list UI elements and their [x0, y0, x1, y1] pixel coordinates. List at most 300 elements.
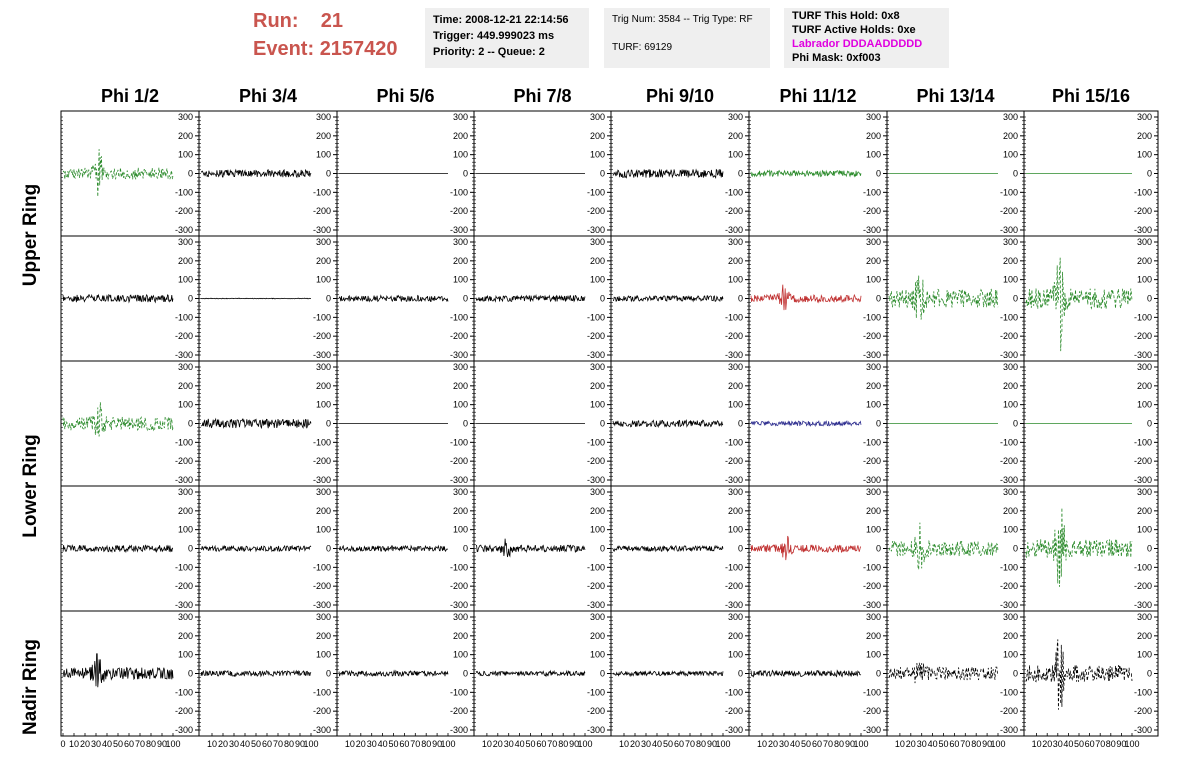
x-tick-label: 30: [1052, 739, 1063, 749]
x-tick-label: 60: [261, 739, 273, 749]
panel-r4-c3: [337, 486, 474, 611]
x-tick-label: 20: [355, 739, 366, 749]
x-tick-label: 0: [60, 739, 66, 749]
y-tick-label: 100: [589, 524, 605, 535]
x-tick-label: 10: [894, 739, 905, 749]
y-tick-label: 0: [187, 418, 193, 429]
y-tick-label: 100: [727, 274, 743, 285]
panel-r5-c8: [1024, 611, 1158, 736]
ring-label-upper: Upper Ring: [20, 183, 41, 287]
y-tick-label: -200: [862, 706, 881, 717]
y-tick-label: -100: [724, 437, 743, 448]
y-tick-label: 200: [177, 255, 193, 266]
panel-r4-c6: [749, 486, 887, 611]
y-tick-label: -300: [1133, 350, 1152, 360]
y-tick-label: 300: [452, 112, 468, 122]
y-tick-label: 100: [177, 149, 193, 160]
panel-frame: [474, 236, 611, 361]
y-tick-label: -200: [586, 706, 605, 717]
y-tick-label: 0: [1012, 543, 1018, 554]
y-tick-label: -300: [174, 600, 193, 610]
x-tick-label: 10: [68, 739, 80, 749]
y-tick-label: -300: [586, 600, 605, 610]
y-tick-label: 100: [452, 274, 468, 285]
run-label: Run:: [253, 10, 299, 32]
y-tick-label: 300: [1136, 112, 1152, 122]
x-tick-label: 90: [844, 739, 856, 749]
y-tick-label: -200: [174, 706, 193, 717]
x-tick-label: 100: [303, 739, 319, 749]
y-tick-label: 300: [315, 237, 331, 247]
x-tick-label: 100: [1124, 739, 1140, 749]
y-tick-label: -100: [724, 187, 743, 198]
y-tick-label: 100: [727, 399, 743, 410]
y-tick-label: -200: [862, 581, 881, 592]
y-tick-label: -100: [724, 312, 743, 323]
panel-r3-c2: [199, 361, 337, 486]
y-tick-label: -300: [1133, 225, 1152, 235]
y-tick-label: -100: [999, 187, 1018, 198]
y-tick-label: 0: [462, 293, 468, 304]
y-tick-label: -300: [312, 475, 331, 485]
y-tick-label: 0: [325, 418, 331, 429]
x-tick-label: 50: [662, 739, 674, 749]
y-tick-label: 200: [452, 505, 468, 516]
y-tick-label: 200: [865, 505, 881, 516]
y-tick-label: 0: [599, 168, 605, 179]
phi-header-2: Phi 3/4: [238, 86, 298, 106]
panel-r2-c4: [474, 236, 611, 361]
y-tick-label: -300: [999, 350, 1018, 360]
x-tick-label: 10: [344, 739, 355, 749]
y-tick-label: 300: [865, 487, 881, 497]
y-tick-label: 100: [1136, 524, 1152, 535]
panel-r2-c3: [337, 236, 474, 361]
y-tick-label: -300: [586, 225, 605, 235]
y-tick-label: 200: [865, 630, 881, 641]
y-tick-label: 200: [452, 130, 468, 141]
x-tick-label: 80: [145, 739, 157, 749]
y-tick-label: 300: [177, 237, 193, 247]
y-tick-label: 0: [1012, 418, 1018, 429]
x-tick-label: 70: [822, 739, 834, 749]
x-tick-label: 50: [800, 739, 812, 749]
y-tick-label: -200: [312, 206, 331, 217]
x-tick-label: 90: [294, 739, 306, 749]
y-tick-label: -300: [999, 600, 1018, 610]
y-tick-label: 300: [1002, 362, 1018, 372]
y-tick-label: 300: [589, 112, 605, 122]
y-tick-label: -200: [586, 331, 605, 342]
y-tick-label: 100: [177, 649, 193, 660]
y-tick-label: 200: [177, 130, 193, 141]
trig-num-text: Trig Num: 3584 -- Trig Type: RF: [612, 14, 753, 25]
x-tick-label: 40: [377, 739, 388, 749]
y-tick-label: -200: [312, 706, 331, 717]
x-tick-label: 90: [569, 739, 580, 749]
x-tick-label: 40: [239, 739, 251, 749]
x-tick-label: 70: [410, 739, 421, 749]
panel-r1-c3: [337, 111, 474, 236]
y-tick-label: 100: [1002, 274, 1018, 285]
y-tick-label: 0: [599, 668, 605, 679]
y-tick-label: -200: [174, 456, 193, 467]
y-tick-label: 300: [177, 487, 193, 497]
y-tick-label: -300: [724, 600, 743, 610]
y-tick-label: 300: [1136, 362, 1152, 372]
y-tick-label: -200: [999, 331, 1018, 342]
y-tick-label: -100: [862, 437, 881, 448]
y-tick-label: 200: [1002, 130, 1018, 141]
y-tick-label: 0: [737, 543, 743, 554]
phi-header-4: Phi 7/8: [513, 86, 572, 106]
y-tick-label: 0: [325, 668, 331, 679]
y-tick-label: -200: [312, 456, 331, 467]
y-tick-label: -200: [174, 581, 193, 592]
y-tick-label: -200: [1133, 206, 1152, 217]
panel-r1-c2: [199, 111, 337, 236]
x-tick-label: 90: [432, 739, 443, 749]
y-tick-label: 200: [315, 255, 331, 266]
y-tick-label: 300: [589, 612, 605, 622]
y-tick-label: 100: [315, 399, 331, 410]
y-tick-label: 100: [865, 524, 881, 535]
panel-r2-c8: [1024, 236, 1158, 361]
y-tick-label: 300: [589, 362, 605, 372]
y-tick-label: -100: [174, 187, 193, 198]
y-tick-label: -100: [449, 312, 468, 323]
y-tick-label: -100: [586, 437, 605, 448]
y-tick-label: 100: [315, 274, 331, 285]
y-tick-label: 0: [599, 293, 605, 304]
x-tick-label: 40: [789, 739, 801, 749]
y-tick-label: -300: [449, 225, 468, 235]
panel-frame: [199, 486, 337, 611]
y-tick-label: 100: [1136, 399, 1152, 410]
y-tick-label: 200: [589, 130, 605, 141]
y-tick-label: 0: [599, 418, 605, 429]
y-tick-label: 0: [1146, 293, 1152, 304]
y-tick-label: 0: [599, 543, 605, 554]
y-tick-label: -200: [999, 206, 1018, 217]
panel-r3-c3: [337, 361, 474, 486]
y-tick-label: -100: [449, 437, 468, 448]
y-tick-label: 300: [589, 237, 605, 247]
y-tick-label: -300: [449, 600, 468, 610]
y-tick-label: 300: [1136, 237, 1152, 247]
y-tick-label: -200: [724, 581, 743, 592]
y-tick-label: -100: [174, 562, 193, 573]
x-tick-label: 90: [156, 739, 168, 749]
x-tick-label: 70: [272, 739, 284, 749]
y-tick-label: 0: [737, 668, 743, 679]
y-tick-label: 300: [315, 612, 331, 622]
y-tick-label: -100: [999, 437, 1018, 448]
y-tick-label: -300: [449, 475, 468, 485]
y-tick-label: -100: [312, 187, 331, 198]
x-tick-label: 30: [640, 739, 652, 749]
y-tick-label: -300: [862, 725, 881, 735]
y-tick-label: -100: [862, 562, 881, 573]
event-label: Event:: [253, 38, 315, 60]
y-tick-label: 100: [1136, 649, 1152, 660]
y-tick-label: -100: [449, 687, 468, 698]
y-tick-label: -100: [999, 562, 1018, 573]
x-tick-label: 40: [514, 739, 525, 749]
x-tick-label: 10: [481, 739, 492, 749]
y-tick-label: 100: [1002, 149, 1018, 160]
y-tick-label: -100: [586, 687, 605, 698]
x-tick-label: 10: [206, 739, 218, 749]
event-value: 2157420: [319, 38, 398, 60]
y-tick-label: -300: [1133, 725, 1152, 735]
panel-r1-c6: [749, 111, 887, 236]
y-tick-label: -300: [312, 600, 331, 610]
y-tick-label: -300: [586, 475, 605, 485]
y-tick-label: -200: [586, 581, 605, 592]
y-tick-label: -300: [1133, 600, 1152, 610]
x-tick-label: 100: [715, 739, 731, 749]
y-tick-label: 300: [1002, 612, 1018, 622]
y-tick-label: -300: [312, 225, 331, 235]
y-tick-label: 200: [1002, 630, 1018, 641]
y-tick-label: 0: [1012, 293, 1018, 304]
panel-r5-c3: [337, 611, 474, 736]
y-tick-label: 0: [325, 293, 331, 304]
x-tick-label: 90: [706, 739, 718, 749]
y-tick-label: -200: [449, 706, 468, 717]
panel-r3-c5: [611, 361, 749, 486]
y-tick-label: 300: [452, 362, 468, 372]
phi-header-1: Phi 1/2: [100, 86, 160, 106]
y-tick-label: -100: [174, 687, 193, 698]
y-tick-label: 0: [1146, 418, 1152, 429]
panel-r4-c7: [887, 486, 1024, 611]
panel-r4-c8: [1024, 486, 1158, 611]
y-tick-label: -100: [586, 312, 605, 323]
panel-r1-c7: [887, 111, 1024, 236]
y-tick-label: -200: [449, 581, 468, 592]
turf-text: TURF: 69129: [612, 42, 673, 53]
y-tick-label: 300: [865, 112, 881, 122]
y-tick-label: 300: [1136, 612, 1152, 622]
y-tick-label: -300: [174, 350, 193, 360]
y-tick-label: 100: [1002, 649, 1018, 660]
x-tick-label: 80: [1105, 739, 1116, 749]
y-tick-label: 100: [452, 399, 468, 410]
x-tick-label: 30: [90, 739, 102, 749]
x-tick-label: 70: [684, 739, 696, 749]
x-tick-label: 80: [695, 739, 707, 749]
y-tick-label: 100: [727, 524, 743, 535]
y-tick-label: 100: [865, 274, 881, 285]
y-tick-label: -100: [1133, 437, 1152, 448]
y-tick-label: -100: [1133, 312, 1152, 323]
y-tick-label: -300: [586, 725, 605, 735]
panel-r2-c1: [61, 236, 199, 361]
x-tick-label: 60: [949, 739, 960, 749]
y-tick-label: 100: [1002, 399, 1018, 410]
x-tick-label: 50: [250, 739, 262, 749]
y-tick-label: 200: [177, 380, 193, 391]
y-tick-label: -200: [862, 331, 881, 342]
x-tick-label: 20: [905, 739, 916, 749]
panel-r4-c2: [199, 486, 337, 611]
x-tick-label: 20: [767, 739, 779, 749]
x-tick-label: 30: [916, 739, 927, 749]
panel-r3-c4: [474, 361, 611, 486]
y-tick-label: 100: [865, 149, 881, 160]
y-tick-label: 0: [875, 418, 881, 429]
y-tick-label: 300: [727, 487, 743, 497]
y-tick-label: -200: [862, 206, 881, 217]
y-tick-label: 200: [1136, 130, 1152, 141]
x-tick-label: 30: [228, 739, 240, 749]
y-tick-label: -200: [724, 706, 743, 717]
y-tick-label: -100: [1133, 687, 1152, 698]
x-tick-label: 80: [971, 739, 982, 749]
y-tick-label: 200: [589, 505, 605, 516]
y-tick-label: 0: [1012, 168, 1018, 179]
x-tick-label: 40: [1063, 739, 1074, 749]
y-tick-label: -100: [999, 312, 1018, 323]
y-tick-label: 300: [315, 362, 331, 372]
time-text: Time: 2008-12-21 22:14:56: [433, 14, 569, 26]
y-tick-label: -300: [312, 350, 331, 360]
panel-r2-c2: [199, 236, 337, 361]
panel-r1-c4: [474, 111, 611, 236]
y-tick-label: 100: [177, 274, 193, 285]
y-tick-label: 300: [865, 362, 881, 372]
y-tick-label: 0: [1146, 668, 1152, 679]
x-tick-label: 100: [853, 739, 869, 749]
y-tick-label: -300: [174, 225, 193, 235]
y-tick-label: -200: [312, 331, 331, 342]
y-tick-label: 0: [875, 168, 881, 179]
x-tick-label: 60: [811, 739, 823, 749]
y-tick-label: 200: [177, 505, 193, 516]
y-tick-label: -100: [862, 187, 881, 198]
y-tick-label: -200: [999, 456, 1018, 467]
panel-r1-c1: [61, 111, 199, 236]
y-tick-label: -300: [586, 350, 605, 360]
x-tick-label: 60: [673, 739, 685, 749]
x-tick-label: 50: [112, 739, 124, 749]
panel-r4-c4: [474, 486, 611, 611]
x-tick-label: 20: [1042, 739, 1053, 749]
y-tick-label: 300: [177, 362, 193, 372]
y-tick-label: 0: [875, 293, 881, 304]
y-tick-label: 0: [462, 668, 468, 679]
y-tick-label: -200: [1133, 456, 1152, 467]
y-tick-label: -300: [862, 475, 881, 485]
x-tick-label: 50: [938, 739, 949, 749]
turf-this-hold-text: TURF This Hold: 0x8: [792, 10, 900, 22]
y-tick-label: -300: [999, 475, 1018, 485]
y-tick-label: 300: [589, 487, 605, 497]
y-tick-label: -300: [862, 350, 881, 360]
x-tick-label: 80: [283, 739, 295, 749]
y-tick-label: 200: [452, 630, 468, 641]
y-tick-label: 200: [1136, 255, 1152, 266]
panel-r3-c8: [1024, 361, 1158, 486]
phi-header-3: Phi 5/6: [376, 86, 435, 106]
y-tick-label: -300: [862, 225, 881, 235]
y-tick-label: -200: [586, 206, 605, 217]
y-tick-label: -200: [449, 206, 468, 217]
x-tick-label: 40: [927, 739, 938, 749]
y-tick-label: -100: [449, 187, 468, 198]
y-tick-label: 0: [187, 168, 193, 179]
y-tick-label: -100: [312, 687, 331, 698]
y-tick-label: 300: [452, 237, 468, 247]
panel-r5-c7: [887, 611, 1024, 736]
y-tick-label: -300: [449, 725, 468, 735]
panel-r4-c1: [61, 486, 199, 611]
y-tick-label: -100: [449, 562, 468, 573]
y-tick-label: -100: [174, 437, 193, 448]
panel-r3-c1: [61, 361, 199, 486]
y-tick-label: -100: [724, 687, 743, 698]
y-tick-label: -300: [312, 725, 331, 735]
y-tick-label: -300: [174, 725, 193, 735]
y-tick-label: 100: [589, 274, 605, 285]
turf-active-holds-text: TURF Active Holds: 0xe: [792, 24, 916, 36]
y-tick-label: -200: [999, 706, 1018, 717]
y-tick-label: 300: [727, 237, 743, 247]
x-tick-label: 50: [1073, 739, 1085, 749]
y-tick-label: -100: [586, 562, 605, 573]
y-tick-label: 300: [865, 612, 881, 622]
ring-label-lower: Lower Ring: [20, 434, 41, 538]
y-tick-label: -300: [724, 725, 743, 735]
ring-label-nadir: Nadir Ring: [20, 638, 41, 736]
phi-header-5: Phi 9/10: [645, 86, 715, 106]
y-tick-label: 200: [315, 380, 331, 391]
y-tick-label: 300: [315, 487, 331, 497]
y-tick-label: -100: [312, 437, 331, 448]
x-tick-label: 10: [1031, 739, 1042, 749]
panel-frame: [199, 361, 337, 486]
y-tick-label: 300: [727, 362, 743, 372]
panel-r5-c4: [474, 611, 611, 736]
panel-r5-c6: [749, 611, 887, 736]
y-tick-label: 200: [452, 380, 468, 391]
panel-r3-c7: [887, 361, 1024, 486]
x-tick-label: 20: [629, 739, 641, 749]
y-tick-label: 0: [462, 418, 468, 429]
y-tick-label: 0: [462, 543, 468, 554]
y-tick-label: 300: [727, 112, 743, 122]
y-tick-label: -200: [449, 331, 468, 342]
y-tick-label: 200: [865, 130, 881, 141]
panel-frame: [887, 236, 1024, 361]
trigger-text: Trigger: 449.999023 ms: [433, 30, 555, 42]
x-tick-label: 60: [123, 739, 135, 749]
y-tick-label: -100: [586, 187, 605, 198]
x-tick-label: 20: [79, 739, 91, 749]
priority-text: Priority: 2 -- Queue: 2: [433, 46, 545, 58]
y-tick-label: 100: [315, 149, 331, 160]
x-tick-label: 40: [101, 739, 113, 749]
y-tick-label: 200: [727, 630, 743, 641]
x-tick-label: 60: [1084, 739, 1095, 749]
y-tick-label: 0: [737, 293, 743, 304]
x-tick-label: 80: [558, 739, 569, 749]
y-tick-label: -200: [174, 206, 193, 217]
y-tick-label: 0: [187, 543, 193, 554]
phi-header-8: Phi 15/16: [1051, 86, 1131, 106]
